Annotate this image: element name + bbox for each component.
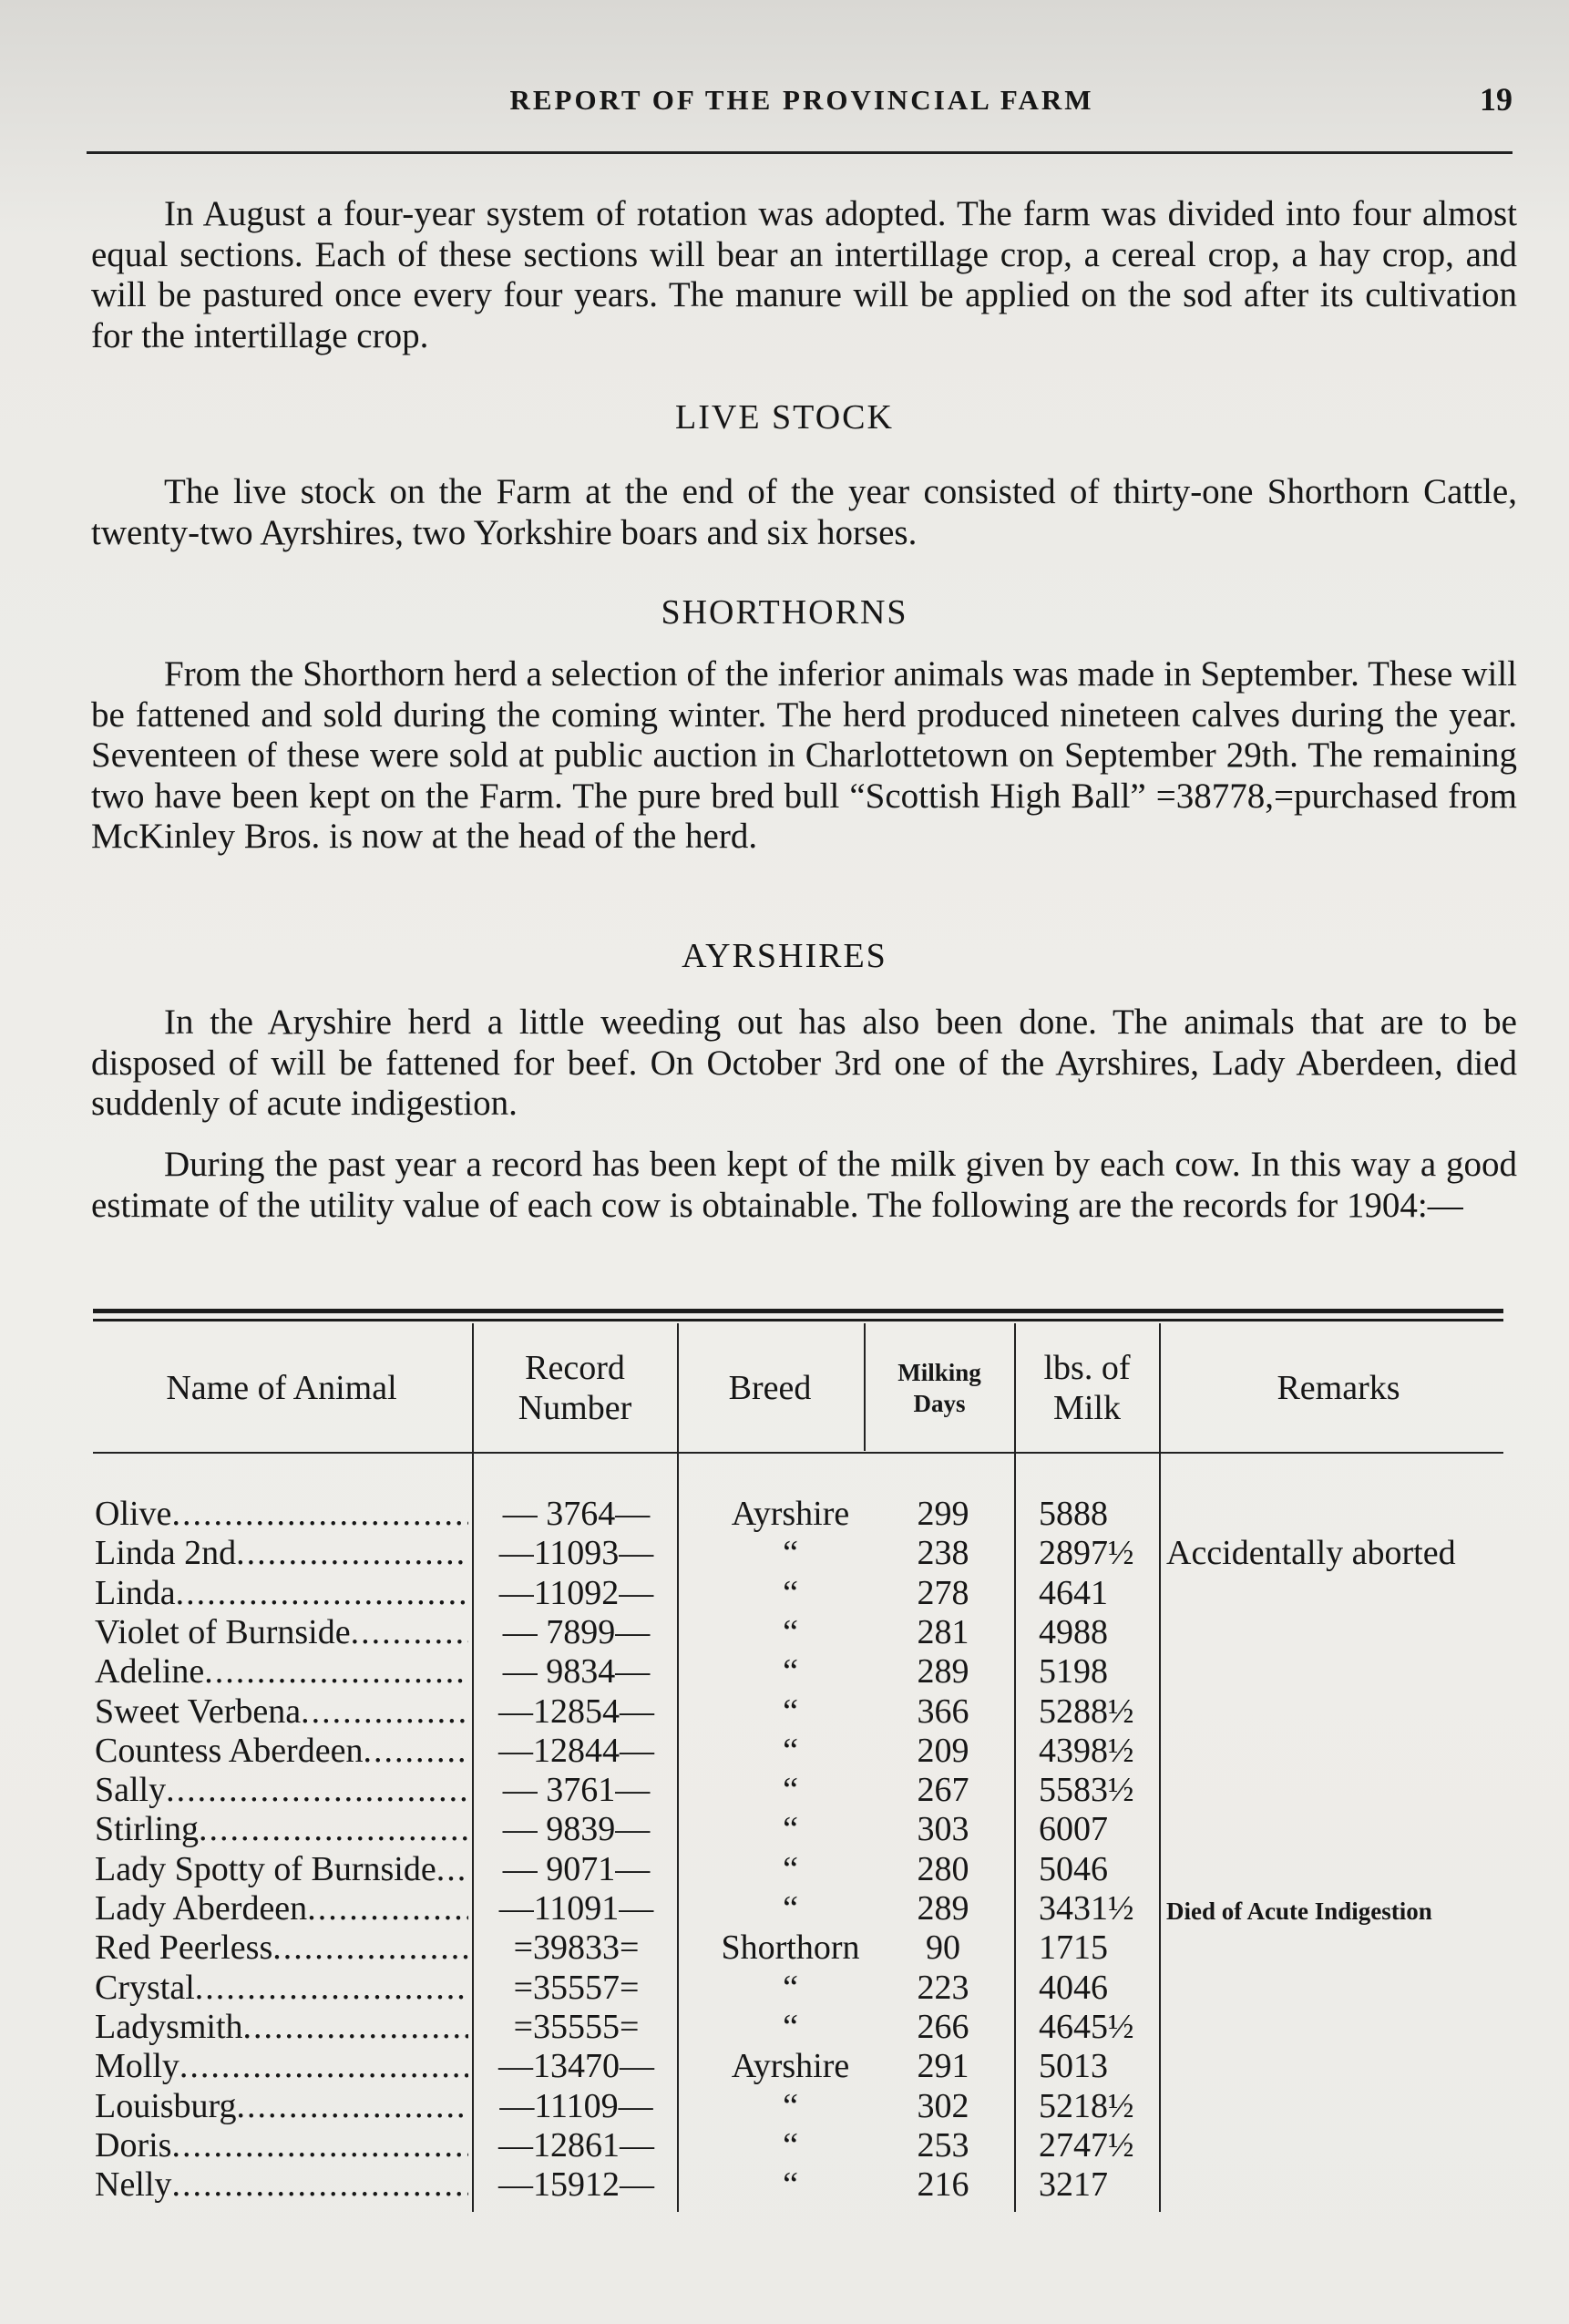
header-lbs-of-milk: lbs. of Milk [1043, 1349, 1131, 1427]
heading-livestock: LIVE STOCK [675, 398, 894, 437]
cell-breed: “ [783, 1573, 798, 1612]
cell-record-number: —11093— [498, 1534, 654, 1573]
paragraph-rotation: In August a four-year system of rotation was adopted. The farm was divided into four almost equal sections. Each of these sections will bear an intertillage crop, a cereal crop, a hay crop, and will be pastured once every four years. The manure will be applied on the sod after its cultivation for the intertillage crop. [91, 194, 1517, 355]
cell-breed: “ [783, 1810, 798, 1849]
cell-milking-days: 366 [917, 1692, 969, 1731]
header-milking-days: Milking Days [897, 1359, 981, 1417]
cell-lbs-of-milk: 3217 [1039, 2165, 1108, 2205]
table-row [0, 2008, 1569, 2047]
cell-breed: Ayrshire [731, 1495, 850, 1533]
cell-breed: “ [783, 1534, 798, 1573]
cell-record-number: —12854— [498, 1692, 654, 1731]
table-row [0, 1495, 1569, 1534]
table-row [0, 1652, 1569, 1692]
table-rule-header [93, 1452, 1503, 1454]
cell-animal-name: Doris ..... [95, 2126, 468, 2165]
cell-record-number: =35555= [513, 2007, 640, 2046]
leader-dots [179, 2047, 468, 2086]
paragraph-livestock: The live stock on the Farm at the end of the year consisted of thirty-one Shorthorn Cattle, twenty-two Ayrshires, two Yorkshire boars and six horses. [91, 472, 1517, 552]
leader-dots [171, 2126, 468, 2165]
header-rule [87, 151, 1513, 154]
cell-breed: “ [783, 2125, 798, 2165]
table-row [0, 1969, 1569, 2008]
leader-dots [307, 1889, 468, 1928]
leader-dots [176, 1574, 468, 1613]
cell-lbs-of-milk: 4398½ [1039, 1731, 1134, 1770]
cell-milking-days: 303 [917, 1810, 969, 1849]
cell-milking-days: 299 [917, 1495, 969, 1533]
cell-record-number: =39833= [513, 1928, 640, 1968]
table-row [0, 1613, 1569, 1652]
cell-animal-name: Sally ..... [95, 1771, 468, 1810]
leader-dots [351, 1613, 468, 1652]
cell-milking-days: 216 [917, 2165, 969, 2205]
cell-remarks: Died of Acute Indigestion [1166, 1897, 1432, 1925]
cell-breed: “ [783, 2165, 798, 2205]
table-row [0, 2047, 1569, 2086]
cell-lbs-of-milk: 4988 [1039, 1612, 1108, 1651]
cell-lbs-of-milk: 5046 [1039, 1849, 1108, 1888]
cell-record-number: —11092— [498, 1573, 654, 1612]
cell-record-number: —12861— [498, 2125, 654, 2165]
cell-breed: Ayrshire [731, 2047, 850, 2086]
table-rule-top-thin [93, 1319, 1503, 1321]
paragraph-records: During the past year a record has been kept of the milk given by each cow. In this way a good estimate of the utility value of each cow is obtainable. The following are the records for 1904:— [91, 1145, 1517, 1225]
cell-animal-name: Linda 2nd ..... [95, 1534, 468, 1573]
heading-shorthorns: SHORTHORNS [661, 593, 908, 632]
cell-milking-days: 223 [917, 1968, 969, 2007]
cell-milking-days: 266 [917, 2007, 969, 2046]
cell-milking-days: 289 [917, 1652, 969, 1692]
cell-animal-name: Lady Spotty of Burnside ..... [95, 1850, 468, 1889]
cell-animal-name: Lady Aberdeen ..... [95, 1889, 468, 1928]
heading-ayrshires: AYRSHIRES [682, 937, 887, 975]
cell-milking-days: 302 [917, 2086, 969, 2125]
cell-breed: “ [783, 1849, 798, 1888]
cell-milking-days: 281 [917, 1612, 969, 1651]
cell-lbs-of-milk: 4645½ [1039, 2007, 1134, 2046]
cell-breed: “ [783, 1968, 798, 2007]
table-row [0, 1771, 1569, 1810]
header-record-number: Record Number [518, 1349, 632, 1427]
cell-milking-days: 278 [917, 1573, 969, 1612]
leader-dots [243, 2008, 468, 2047]
cell-animal-name: Violet of Burnside ..... [95, 1613, 468, 1652]
table-row [0, 2126, 1569, 2165]
cell-remarks: Accidentally aborted [1166, 1534, 1456, 1573]
table-row [0, 2087, 1569, 2126]
cell-record-number: — 7899— [502, 1612, 651, 1651]
cell-lbs-of-milk: 5888 [1039, 1495, 1108, 1533]
table-row [0, 1732, 1569, 1771]
cell-milking-days: 238 [917, 1534, 969, 1573]
cell-record-number: — 9839— [502, 1810, 651, 1849]
cell-record-number: — 9071— [502, 1849, 651, 1888]
header-name-of-animal: Name of Animal [166, 1369, 397, 1407]
table-row [0, 1850, 1569, 1889]
table-row [0, 1889, 1569, 1928]
leader-dots [166, 1771, 468, 1810]
cell-animal-name: Sweet Verbena ..... [95, 1692, 468, 1732]
cell-animal-name: Louisburg ..... [95, 2087, 468, 2126]
cell-animal-name: Adeline ..... [95, 1652, 468, 1692]
cell-animal-name: Countess Aberdeen ..... [95, 1732, 468, 1771]
cell-lbs-of-milk: 5583½ [1039, 1771, 1134, 1810]
cell-lbs-of-milk: 3431½ [1039, 1889, 1134, 1928]
cell-milking-days: 209 [917, 1731, 969, 1770]
cell-animal-name: Linda ..... [95, 1574, 468, 1613]
table-row [0, 1692, 1569, 1732]
cell-lbs-of-milk: 5198 [1039, 1652, 1108, 1692]
leader-dots [171, 2165, 468, 2205]
leader-dots [204, 1652, 468, 1692]
cell-breed: “ [783, 1652, 798, 1692]
cell-record-number: — 9834— [502, 1652, 651, 1692]
header-breed: Breed [728, 1369, 812, 1407]
paragraph-ayrshires: In the Aryshire herd a little weeding out has also been done. The animals that are to be disposed of will be fattened for beef. On October 3rd one of the Ayrshires, Lady Aberdeen, died suddenly of acute indigestion. [91, 1003, 1517, 1123]
paragraph-shorthorns: From the Shorthorn herd a selection of the inferior animals was made in September. These will be fattened and sold during the coming winter. The herd produced nineteen calves during the year. Seventeen of these were sold at public auction in Charlottetown on September 29th. The remaining two have been kept on the Farm. The pure bred bull “Scottish High Ball” =38778,=purchased from McKinley Bros. is now at the head of the herd. [91, 654, 1517, 856]
table-row [0, 1574, 1569, 1613]
page-number: 19 [1480, 81, 1513, 118]
cell-record-number: — 3761— [502, 1771, 651, 1810]
cell-milking-days: 267 [917, 1771, 969, 1810]
leader-dots [199, 1810, 468, 1849]
cell-breed: “ [783, 1612, 798, 1651]
cell-milking-days: 291 [917, 2047, 969, 2086]
leader-dots [236, 1534, 468, 1573]
leader-dots [301, 1692, 468, 1732]
cell-animal-name: Nelly ..... [95, 2165, 468, 2205]
cell-record-number: =35557= [513, 1968, 640, 2007]
cell-record-number: —11109— [499, 2086, 653, 2125]
cell-lbs-of-milk: 5288½ [1039, 1692, 1134, 1731]
cell-record-number: —15912— [498, 2165, 654, 2205]
leader-dots [195, 1969, 468, 2008]
leader-dots [363, 1732, 468, 1771]
cell-lbs-of-milk: 6007 [1039, 1810, 1108, 1849]
cell-milking-days: 90 [926, 1928, 960, 1968]
cell-animal-name: Molly ..... [95, 2047, 468, 2086]
running-header [87, 80, 1517, 126]
leader-dots [272, 1928, 468, 1968]
table-row [0, 1928, 1569, 1968]
cell-lbs-of-milk: 2747½ [1039, 2125, 1134, 2165]
cell-animal-name: Stirling ..... [95, 1810, 468, 1849]
cell-animal-name: Olive ..... [95, 1495, 468, 1534]
cell-lbs-of-milk: 5218½ [1039, 2086, 1134, 2125]
cell-breed: “ [783, 1889, 798, 1928]
cell-lbs-of-milk: 2897½ [1039, 1534, 1134, 1573]
cell-breed: “ [783, 1731, 798, 1770]
header-title: REPORT OF THE PROVINCIAL FARM [509, 84, 1094, 116]
cell-animal-name: Crystal ..... [95, 1969, 468, 2008]
leader-dots [237, 2087, 468, 2126]
cell-record-number: —11091— [498, 1889, 654, 1928]
cell-breed: “ [783, 2007, 798, 2046]
leader-dots [436, 1850, 468, 1889]
cell-record-number: —12844— [498, 1731, 654, 1770]
header-remarks: Remarks [1277, 1369, 1400, 1407]
cell-lbs-of-milk: 1715 [1039, 1928, 1108, 1968]
cell-breed: “ [783, 2086, 798, 2125]
cell-breed: Shorthorn [721, 1928, 860, 1968]
cell-record-number: —13470— [498, 2047, 654, 2086]
cell-lbs-of-milk: 5013 [1039, 2047, 1108, 2086]
cell-breed: “ [783, 1692, 798, 1731]
cell-breed: “ [783, 1771, 798, 1810]
cell-lbs-of-milk: 4046 [1039, 1968, 1108, 2007]
cell-milking-days: 289 [917, 1889, 969, 1928]
table-row [0, 1810, 1569, 1849]
cell-milking-days: 280 [917, 1849, 969, 1888]
cell-record-number: — 3764— [502, 1495, 651, 1533]
cell-animal-name: Red Peerless ..... [95, 1928, 468, 1968]
table-rule-top [93, 1309, 1503, 1313]
table-row [0, 1534, 1569, 1573]
leader-dots [171, 1495, 468, 1534]
table-row [0, 2165, 1569, 2205]
cell-lbs-of-milk: 4641 [1039, 1573, 1108, 1612]
cell-animal-name: Ladysmith ..... [95, 2008, 468, 2047]
cell-milking-days: 253 [917, 2125, 969, 2165]
